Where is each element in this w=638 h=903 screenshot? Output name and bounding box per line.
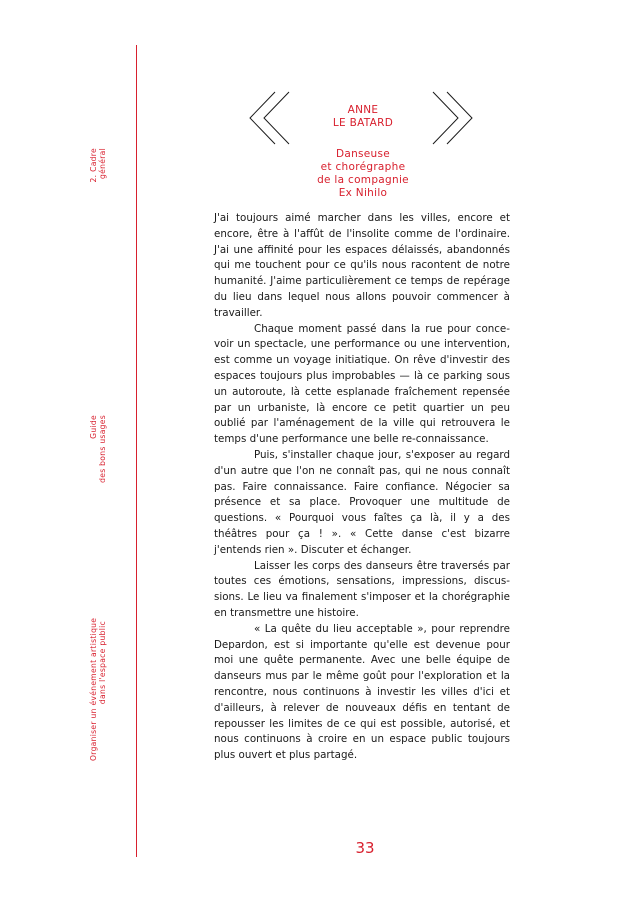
paragraph: J'ai toujours aimé marcher dans les villes, encore et encore, être à l'affût de l'insolite comme de l'ordinaire. J'ai une affinité pour les espaces délaissés, abandonnés qui me touchent pour ce qu'ils nous racontent de notre humanité. J'aime particulièrement ce temps de repérage du lieu dans lequel nous allons pouvoir commencer à travailler. — [214, 212, 510, 319]
paragraph: Chaque moment passé dans la rue pour concevoir un spectacle, une performance ou une intervention, est comme un voyage initiatique. On rêve d'investir des espaces toujours plus improbables — là ce parking sous un autoroute, là cette esplanade fraîchement repensée par un urbaniste, là encore ce petit quartier un peu oublié par l'aménagement de la ville qui retrouvera le temps d'une performance une belle re-connaissance. — [214, 322, 510, 446]
chapter-label-line-2: général — [98, 148, 107, 179]
book-title-line-2: dans l'espace public — [98, 621, 107, 705]
author-role-line-1: Danseuse — [335, 148, 391, 160]
paragraph: « La quête du lieu acceptable », pour reprendre Depardon, est si importante qu'elle est devenue pour moi une quête permanente. Avec une belle équipe de danseurs mus par le même goût pour l'exploration et la rencontre, nous continuons à investir les villes d'ici et d'ailleurs, à relever de nouveaux défis en tentant de repousser les limites de ce qui est possible, autorisé, et nous continuons à croire en un espace public toujours plus ouvert et plus partagé. — [214, 622, 510, 762]
double-chevron-left-icon — [249, 91, 291, 145]
guide-label — [89, 415, 107, 491]
book-title-line-1: Organiser un événement artistique — [89, 617, 98, 761]
author-role-line-3: de la compagnie — [317, 174, 409, 186]
double-chevron-right-icon — [431, 91, 473, 145]
author-last-name: LE BATARD — [332, 117, 394, 129]
book-title-label — [89, 617, 107, 761]
author-role-line-4: Ex Nihilo — [338, 187, 388, 199]
chapter-label — [89, 148, 107, 198]
author-name — [300, 104, 426, 130]
guide-label-line-2: des bons usages — [98, 415, 107, 483]
author-role — [300, 148, 426, 200]
article-body — [214, 211, 510, 764]
author-first-name: ANNE — [347, 104, 379, 116]
sidebar-vertical-rule — [136, 45, 137, 857]
author-role-line-2: et chorégraphe — [320, 161, 406, 173]
guide-label-line-1: Guide — [89, 415, 98, 439]
paragraph: Laisser les corps des danseurs être traversés par toutes ces émotions, sensations, impressions, discussions. Le lieu va finalement s'imposer et la chorégraphie en transmettre une histoire. — [214, 559, 510, 619]
paragraph: Puis, s'installer chaque jour, s'exposer au regard d'un autre que l'on ne connaît pas, qui ne nous connaît pas. Faire connaissance. Faire confiance. Négocier sa présence et sa place. Provoquer une multitude de questions. « Pourquoi vous faîtes ça là, il y a des théâtres pour ça ! ». « Cette danse c'est bizarre j'entends rien ». Discuter et échanger. — [214, 448, 510, 556]
chapter-label-line-1: 2. Cadre — [89, 148, 98, 183]
page-number: 33 — [355, 839, 375, 857]
